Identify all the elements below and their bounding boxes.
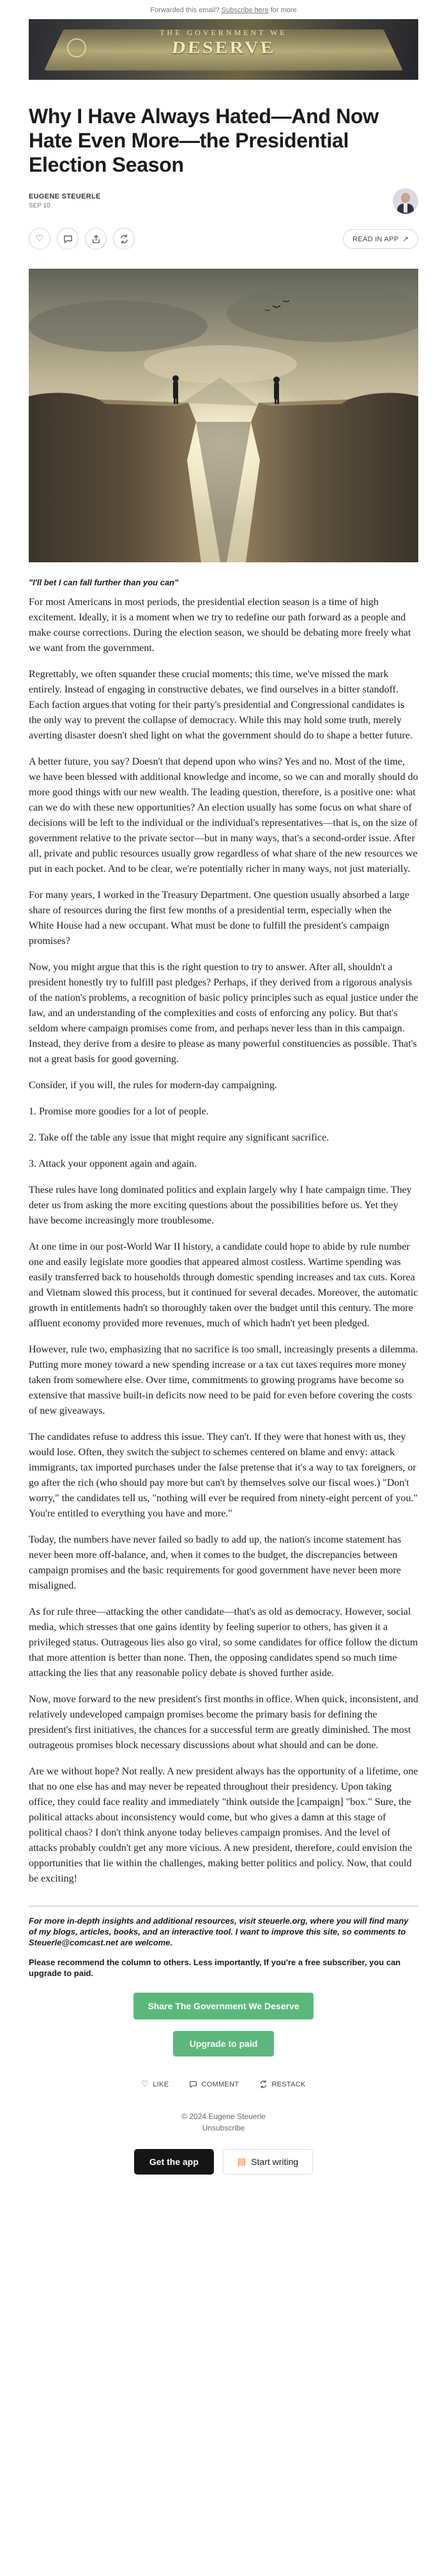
author-name[interactable]: EUGENE STEUERLE: [29, 193, 101, 200]
copyright: © 2024 Eugene Steuerle: [181, 2112, 266, 2121]
app-buttons: [29, 2149, 418, 2175]
resources-note: [29, 1915, 418, 1948]
paragraph: These rules have long dominated politics and explain largely why I hate campaign time. They deter us from asking the more exciting questions about the possibilities before us. Yet they have become increasingly more troublesome.: [29, 1185, 412, 1226]
restack-button[interactable]: [113, 228, 135, 250]
upgrade-to-paid-button[interactable]: Upgrade to paid: [173, 2031, 275, 2056]
post-title[interactable]: Why I Have Always Hated—And Now Hate Even More—the Presidential Election Season: [29, 105, 379, 176]
paragraph: Consider, if you will, the rules for modern-day campaigning.: [29, 1080, 278, 1091]
resources-note-post: , where you will find many of my blogs, articles, books, and an interactive tool. I want to improve this site, so comments to Steuerle@comcast.net are welcome.: [29, 1916, 409, 1947]
share-icon: [91, 234, 101, 244]
recommend-note: Please recommend the column to others. Less importantly, If you're a free subscriber, you can upgrade to paid.: [29, 1958, 401, 1978]
paragraph: For most Americans in most periods, the presidential election season is a time of high excitement. Ideally, it is a moment when we try to redefine our path forward as a people and make course corrections. During the election season, we should be debating more freely what we want from the government.: [29, 597, 411, 654]
author-avatar[interactable]: [393, 188, 418, 214]
comment-icon: [63, 234, 73, 244]
rule-item: 3. Attack your opponent again and again.: [29, 1158, 197, 1169]
heart-icon: ♡: [141, 2079, 149, 2089]
post-body: [29, 595, 418, 1887]
comment-label: COMMENT: [201, 2080, 239, 2088]
substack-icon: ▤: [237, 2157, 246, 2167]
get-app-label: Get the app: [149, 2157, 199, 2167]
start-writing-button[interactable]: [223, 2149, 313, 2175]
paragraph: Today, the numbers have never failed so badly to add up, the nation's income statement has never been more off-balance, and, when it comes to the budget, the discrepancies between campaign promises and the basic requirements for good government have never been more misaligned.: [29, 1534, 402, 1591]
steuerle-link[interactable]: steuerle.org: [258, 1916, 306, 1926]
arrow-out-icon: ↗: [402, 234, 409, 243]
comment-button[interactable]: [57, 228, 79, 250]
resources-note-pre: For more in-depth insights and additional resources, visit: [29, 1916, 258, 1926]
start-writing-label: Start writing: [251, 2157, 299, 2167]
hero-image[interactable]: [29, 269, 418, 562]
forward-prefix: Forwarded this email?: [150, 6, 220, 14]
paragraph: As for rule three—attacking the other candidate—that's as old as democracy. However, social media, which stresses that one gains identity by feeling superior to others, has given it a privileged status. Outrageous lies also go viral, so some candidates for office follow the dictum that more attention is better than none. Then, the opposing candidates spend so much time attacking the lies that any reasonable policy debate is shoved further aside.: [29, 1606, 418, 1679]
unsubscribe-link[interactable]: Unsubscribe: [202, 2123, 245, 2132]
paragraph: Now, you might argue that this is the right question to try to answer. After all, shouldn't a president honestly try to fulfill past pledges? Perhaps, if they derived from a rigorous analysis of the nation's problems, a recognition of basic policy principles such as equal justice under the law, and an understanding of the complexities and costs of enforcing any policy. But that's seldom where campaign promises come from, and perhaps never less than in this campaign. Instead, they derive from a desire to please as many powerful constituencies as possible. That's not a great basis for good governing.: [29, 962, 418, 1065]
rule-item: 1. Promise more goodies for a lot of people.: [29, 1106, 209, 1117]
bottom-like-button[interactable]: [141, 2079, 169, 2089]
rule-item: 2. Take off the table any issue that might require any significant sacrifice.: [29, 1132, 330, 1143]
heart-icon: ♡: [35, 234, 44, 244]
forward-suffix: for more: [270, 6, 297, 14]
bottom-restack-button[interactable]: [259, 2080, 305, 2088]
paragraph: However, rule two, emphasizing that no sacrifice is too small, increasingly presents a dilemma. Putting more money toward a new spending increase or a tax cut taxes requires more money taken from somewhere else. Over time, commitments to growing programs have become so extensive that massive built-in deficits now need to be paid for even before covering the costs of new giveaways.: [29, 1344, 418, 1416]
like-button[interactable]: [29, 228, 50, 250]
post-actions: [29, 228, 418, 250]
publication-banner[interactable]: [29, 19, 418, 80]
paragraph: A better future, you say? Doesn't that depend upon who wins? Yes and no. Most of the time, we have been blessed with additional knowledge and income, so we can and morally should do more good things with our new wealth. The leading question, therefore, is a positive one: what can we do with these new opportunities? An election usually has some focus on what share of decisions will be left to the individual or the individual's representatives—that is, on the size of government relative to the private sector—but in many ways, that's a second-order issue. After all, private and public resources usually grow regardless of what share of the new resources we put in each pocket. And to be clear, we're potentially richer in many ways, not just materially.: [29, 756, 418, 874]
paragraph: The candidates refuse to address this issue. They can't. If they were that honest with us, they would lose. Often, they switch the subject to schemes centered on blame and envy: attack immigrants, tax imported purchases under the false pretense that it's a way to tax foreigners, or go after the rich (who should pay more but can't by themselves solve our fiscal woes.) "Don't worry," the candidates tell us, "nothing will ever be required from ninety-eight percent of you." You're entitled to everything you have and more.": [29, 1432, 418, 1519]
banner-top-line: THE GOVERNMENT WE: [160, 28, 287, 37]
share-button[interactable]: [85, 228, 107, 250]
forward-notice: [0, 0, 447, 19]
restack-label: RESTACK: [271, 2080, 306, 2088]
image-caption: "I'll bet I can fall further than you can": [29, 578, 179, 587]
post-date: SEP 10: [29, 202, 50, 209]
byline: [29, 188, 418, 214]
comment-icon: [189, 2080, 197, 2088]
paragraph: Are we without hope? Not really. A new president always has the opportunity of a lifetime, one that no one else has and may never be repeated throughout their presidency. Upon taking office, they could face reality and immediately "think outside the [campaign] "box." Sure, the political attacks about inconsistency would come, but who gives a damn at this stage of political chaos? I don't think anyone today believes campaign promises. And the level of attacks probably couldn't get any more vicious. A new president, therefore, could envision the opportunities that lie within the challenges, making better politics and policy. Now, that could be exciting!: [29, 1766, 418, 1884]
bottom-comment-button[interactable]: [189, 2080, 239, 2088]
share-publication-button[interactable]: Share The Government We Deserve: [133, 1993, 313, 2019]
paragraph: At one time in our post-World War II history, a candidate could hope to abide by rule number one and easily legislate more goodies that appeared almost costless. Wartime spending was easily transferred back to households through domestic spending increases and tax cuts. Korea and Vietnam slowed this process, but it continued for several decades. Moreover, the automatic growth in entitlements hadn't so thoroughly taken over the budget until this century. The more affluent economy provided more revenues, much of which hadn't yet been pledged.: [29, 1241, 418, 1329]
paragraph: Now, move forward to the new president's first months in office. When quick, inconsistent, and relatively undeveloped campaign promises become the primary basis for defining the president's first initiatives, the chances for a successful term are greatly diminished. The most outrageous promises block necessary discussions about what should and can be done.: [29, 1694, 419, 1751]
subscribe-link[interactable]: Subscribe here: [221, 6, 269, 14]
paragraph: Regrettably, we often squander these crucial moments; this time, we've missed the mark entirely. Instead of engaging in constructive debates, we find ourselves in a bitter standoff. Each faction argues that voting for their party's presidential and Congressional candidates is the only way to prevent the collapse of democracy. While this may hold some truth, merely averting disaster doesn't shed light on what the government should do to shape a better future.: [29, 669, 413, 741]
cliff-illustration: [29, 269, 418, 562]
like-label: LIKE: [153, 2080, 169, 2088]
read-in-app-button[interactable]: [343, 229, 418, 249]
restack-icon: [259, 2080, 268, 2088]
bottom-actions: [29, 2079, 418, 2089]
paragraph: For many years, I worked in the Treasury Department. One question usually absorbed a large share of resources during the first few months of a presidential term, especially when the White House had a new occupant. What must be done to fulfill the president's campaign promises?: [29, 890, 410, 947]
restack-icon: [119, 234, 129, 244]
read-in-app-label: READ IN APP: [352, 235, 399, 243]
get-app-button[interactable]: [134, 2149, 214, 2175]
banner-main-line: DESERVE: [170, 38, 277, 57]
